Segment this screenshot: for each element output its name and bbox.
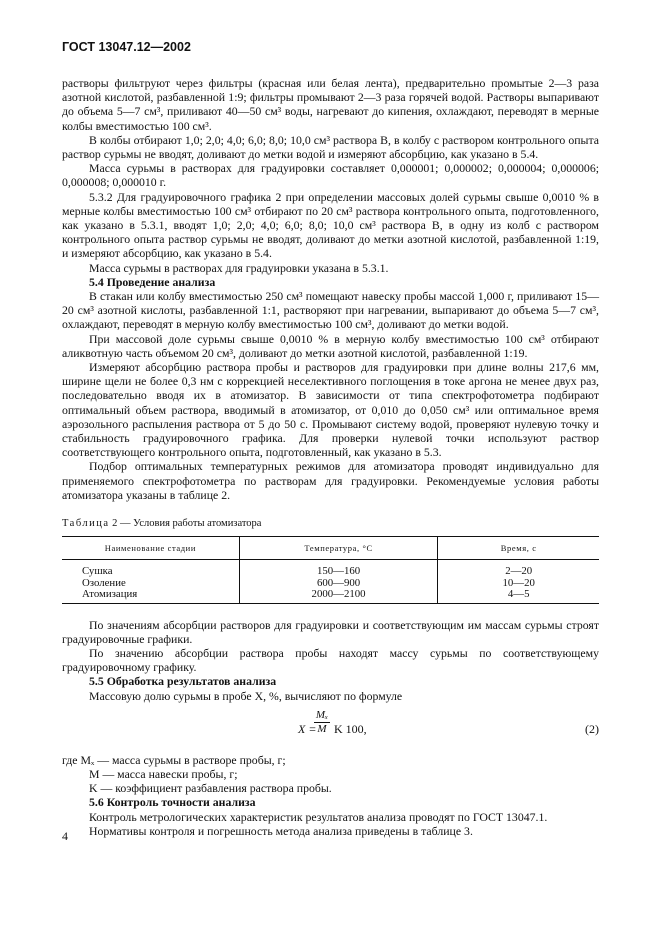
formula-definitions — [62, 753, 599, 796]
formula-numerator: Mₓ — [315, 708, 329, 721]
temperature-value: 150—160 — [316, 565, 361, 578]
time-value: 2—20 — [505, 565, 533, 578]
stage-name: Сушка — [82, 565, 113, 578]
temperature-value: 2000—2100 — [311, 588, 366, 601]
stage-name: Озоление — [82, 576, 126, 589]
paragraph: Масса сурьмы в растворах для градуировки составляет 0,000001; 0,000002; 0,000004; 0,000006; 0,000008; 0,000010 г. — [62, 161, 599, 190]
section-heading-5-4: 5.4 Проведение анализа — [89, 274, 216, 289]
temperature-value: 600—900 — [316, 576, 361, 589]
paragraph: По значению абсорбции раствора пробы находят массу сурьмы по соответствующему градуировочному графику. — [62, 646, 599, 675]
column-header-time: Время, с — [438, 537, 599, 560]
paragraph: 5.3.2 Для градуировочного графика 2 при определении массовых долей сурьмы свыше 0,0010 % в мерные колбы вместимостью 100 см³ отбирают по 20 см³ раствора контрольного опыта, подготовленного, как указано в 5.3.1, вводят 1,0; 2,0; 4,0; 6,0; 8,0; 10,0 см³ раствора В, в одну из колб с раствором контрольного опыта раствор сурьмы не вводят, доливают до метки азотной кислотой, разбавленной 1:19, и измеряют абсорбцию, как указано в 5.4. — [62, 189, 599, 261]
formula-rest: K 100, — [334, 721, 367, 736]
column-header-stage: Наименование стадии — [62, 537, 239, 560]
document-page — [62, 40, 599, 838]
paragraph: Подбор оптимальных температурных режимов для атомизатора проводят индивидуально для применяемого спектрофотометра по растворам для градуировки. Рекомендуемые условия работы атомизатора указаны в таблице 2. — [62, 459, 599, 502]
definition: где Mₓ — масса сурьмы в растворе пробы, г; — [62, 752, 286, 767]
paragraph: В колбы отбирают 1,0; 2,0; 4,0; 6,0; 8,0; 10,0 см³ раствора В, в колбу с раствором контрольного опыта раствор сурьмы не вводят, доливают до метки водой и измеряют абсорбцию, как указано в 5.4. — [62, 132, 599, 162]
paragraph: При массовой доле сурьмы свыше 0,0010 % в мерную колбу вместимостью 100 см³ отбирают аликвотную часть объемом 20 см³, доливают до метки азотной кислотой, разбавленной 1:19. — [62, 331, 599, 360]
paragraph: растворы фильтруют через фильтры (красная или белая лента), предварительно промытые 2—3 раза азотной кислотой, разбавленной 1:9; фильтры промывают 2—3 раза горячей водой. Растворы выпаривают до объема 5—7 см³, приливают 40—50 см³ воды, нагревают до кипения, охлаждают, переводят в мерные колбы вместимостью 100 см³. — [62, 76, 599, 133]
page-number: 4 — [62, 829, 68, 843]
table-row — [62, 560, 599, 604]
table-cell — [62, 560, 239, 604]
definition: K — коэффициент разбавления раствора пробы. — [89, 781, 332, 796]
paragraph: По значениям абсорбции растворов для градуировки и соответствующим им массам сурьмы строят градуировочные графики. — [62, 617, 599, 646]
formula-fraction — [314, 709, 330, 735]
formula-2 — [62, 709, 599, 749]
definition: M — масса навески пробы, г; — [89, 767, 238, 782]
table-cell — [438, 560, 599, 604]
table-cell — [239, 560, 438, 604]
paragraph: Массовую долю сурьмы в пробе X, %, вычисляют по формуле — [89, 688, 403, 703]
paragraph: Масса сурьмы в растворах для градуировки указана в 5.3.1. — [89, 260, 389, 275]
time-value: 4—5 — [507, 588, 530, 601]
paragraph: Нормативы контроля и погрешность метода анализа приведены в таблице 3. — [89, 823, 473, 838]
time-value: 10—20 — [502, 576, 535, 589]
paragraph: Измеряют абсорбцию раствора пробы и растворов для градуировки при длине волны 217,6 мм, ширине щели не более 0,3 нм с коррекцией неселективного поглощения в токе аргона не менее двух раз, последовательно вводя их в атомизатор. В зависимости от типа спектрофотометра подбирают оптимальный объем раствора, вводимый в атомизатор, от 0,010 до 0,050 см³ или оптимальное время аэрозольного распыления раствора от 5 до 50 с. Промывают систему водой, проверяют нулевую точку и стабильность градуировочного графика. Для проверки нулевой точки используют раствор соответствующего контрольного опыта, подготовленный, как указано в 5.3. — [62, 360, 599, 460]
section-heading-5-6: 5.6 Контроль точности анализа — [89, 795, 256, 810]
table-header-row — [62, 537, 599, 560]
formula-denominator: M — [317, 722, 327, 735]
atomizer-conditions-table — [62, 536, 599, 604]
column-header-temperature: Температура, °С — [239, 537, 438, 560]
section-heading-5-5: 5.5 Обработка результатов анализа — [89, 674, 277, 689]
table-caption — [62, 518, 599, 529]
table-caption-word: Таблица — [62, 518, 110, 530]
formula-lhs: X = — [298, 721, 317, 736]
paragraph: В стакан или колбу вместимостью 250 см³ помещают навеску пробы массой 1,000 г, приливают 15—20 см³ азотной кислоты, разбавленной 1:1, растворяют при нагревании, выпаривают до объема 5—7 см³, охлаждают, переводят в мерную колбу вместимостью 100 см³, доливают до метки водой. — [62, 289, 599, 332]
table-caption-text: 2 — Условия работы атомизатора — [109, 518, 262, 530]
stage-name: Атомизация — [82, 588, 138, 601]
paragraph: Контроль метрологических характеристик результатов анализа проводят по ГОСТ 13047.1. — [89, 809, 548, 824]
document-header: ГОСТ 13047.12—2002 — [62, 40, 191, 54]
formula-number: (2) — [585, 721, 599, 736]
